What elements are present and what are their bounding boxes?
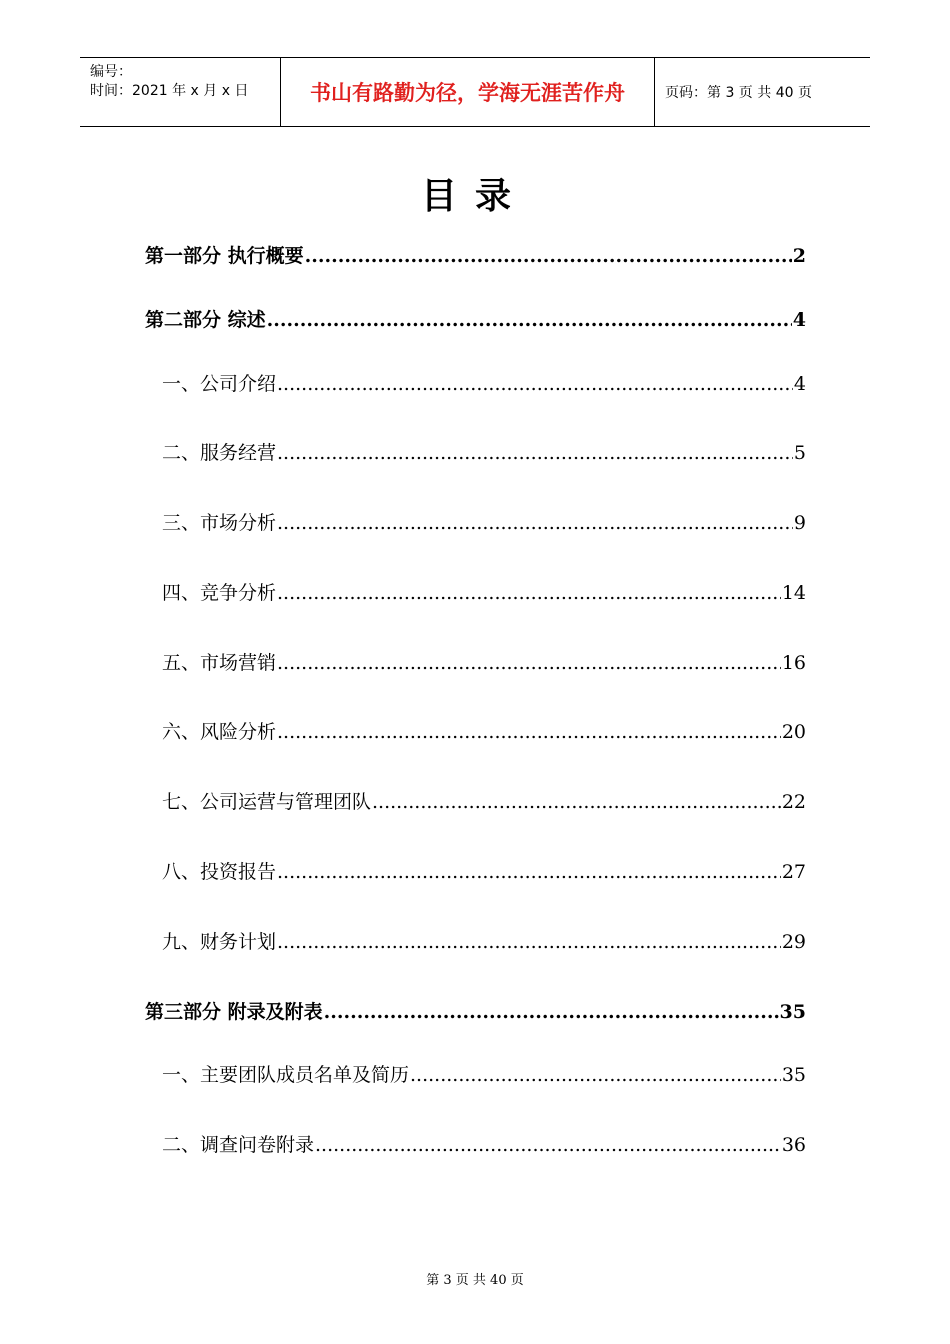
header-meta <box>80 58 281 126</box>
toc-leader <box>277 512 793 534</box>
header-motto: 书山有路勤为径，学海无涯苦作舟 <box>281 58 655 126</box>
toc-entry[interactable] <box>162 857 806 884</box>
toc-page: 14 <box>781 582 806 604</box>
toc-label: 三、市场分析 <box>162 512 277 534</box>
toc-entry[interactable] <box>162 438 806 465</box>
toc-page: 20 <box>781 721 806 743</box>
toc-entry[interactable] <box>145 305 806 332</box>
toc-label: 二、服务经营 <box>162 442 277 464</box>
toc-entry[interactable] <box>162 1130 806 1157</box>
toc-label: 七、公司运营与管理团队 <box>162 791 372 813</box>
toc-leader <box>277 373 793 395</box>
toc-page: 5 <box>793 442 806 464</box>
toc-leader <box>277 582 781 604</box>
toc-label: 六、风险分析 <box>162 721 277 743</box>
time-label: 时间：2021 年 x 月 x 日 <box>90 83 249 99</box>
toc-entry[interactable] <box>145 241 806 268</box>
number-label: 编号： <box>90 64 132 80</box>
toc-page: 36 <box>781 1134 806 1156</box>
toc-label: 第二部分 综述 <box>145 309 266 331</box>
toc-leader <box>315 1134 781 1156</box>
toc-leader <box>277 861 781 883</box>
toc-label: 四、竞争分析 <box>162 582 277 604</box>
toc-label: 八、投资报告 <box>162 861 277 883</box>
toc-label: 第一部分 执行概要 <box>145 245 304 267</box>
toc-leader <box>277 931 781 953</box>
toc-page: 2 <box>792 245 806 267</box>
toc-page: 22 <box>781 791 806 813</box>
page-footer: 第 3 页 共 40 页 <box>426 1273 524 1288</box>
toc-leader <box>410 1064 781 1086</box>
page-title: 目录 <box>420 176 529 217</box>
toc-label: 二、调查问卷附录 <box>162 1134 315 1156</box>
page-header <box>80 57 870 127</box>
toc-label: 一、主要团队成员名单及简历 <box>162 1064 410 1086</box>
toc-entry[interactable] <box>162 369 806 396</box>
toc-page: 9 <box>793 512 806 534</box>
toc-page: 35 <box>781 1064 806 1086</box>
toc-page: 4 <box>792 309 806 331</box>
toc-leader <box>372 791 781 813</box>
toc-entry[interactable] <box>162 787 806 814</box>
toc-leader <box>324 1001 779 1023</box>
toc-leader <box>267 309 792 331</box>
toc-leader <box>277 721 781 743</box>
toc-label: 第三部分 附录及附表 <box>145 1001 323 1023</box>
toc-entry[interactable] <box>162 578 806 605</box>
toc-label: 五、市场营销 <box>162 652 277 674</box>
toc-leader <box>305 245 792 267</box>
toc-label: 一、公司介绍 <box>162 373 277 395</box>
toc-page: 4 <box>793 373 806 395</box>
toc-page: 29 <box>781 931 806 953</box>
toc-leader <box>277 442 793 464</box>
toc-entry[interactable] <box>162 717 806 744</box>
header-page-info: 页码：第 3 页 共 40 页 <box>665 85 812 101</box>
toc-leader <box>277 652 781 674</box>
toc-page: 27 <box>781 861 806 883</box>
toc-entry[interactable] <box>162 648 806 675</box>
toc-label: 九、财务计划 <box>162 931 277 953</box>
toc-entry[interactable] <box>162 927 806 954</box>
toc-entry[interactable] <box>162 1060 806 1087</box>
toc-page: 35 <box>779 1001 806 1023</box>
toc-entry[interactable] <box>145 997 806 1024</box>
toc-page: 16 <box>781 652 806 674</box>
toc-entry[interactable] <box>162 508 806 535</box>
